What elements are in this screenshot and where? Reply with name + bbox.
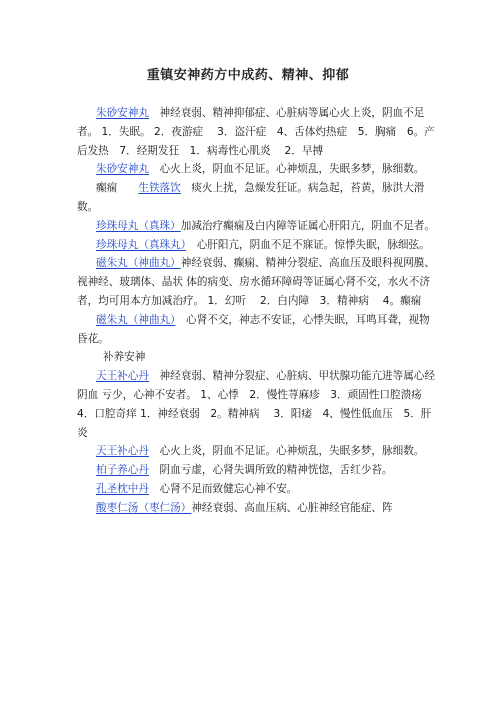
entry-link[interactable]: 天王补心丹: [96, 370, 149, 383]
entry-paragraph: [77, 254, 437, 310]
entry-prefix: 癫痫: [96, 182, 139, 195]
entry-link[interactable]: 磁朱丸（神曲丸）: [96, 313, 176, 326]
entry-paragraph: [77, 442, 437, 461]
entry-text: 阴血亏虚，心肾失调所致的精神恍惚，舌红少苔。: [148, 464, 393, 477]
document-body: [77, 104, 437, 518]
section-heading: 补养安神: [103, 351, 146, 364]
entry-link[interactable]: 朱砂安神丸: [96, 163, 149, 176]
entry-text: 神经衰弱、高血压病、心脏神经官能症、阵: [191, 501, 393, 514]
entry-text: 心火上炎，阴血不足证。心神烦乱，失眠多梦，脉细数。: [148, 163, 425, 176]
entry-text: 心火上炎，阴血不足证。心神烦乱，失眠多梦，脉细数。: [148, 445, 425, 458]
entry-text: 痰火上扰，急燥发狂证。病急起，苔黄，脉洪大滑数。: [77, 182, 425, 213]
entry-paragraph: [77, 160, 437, 179]
entry-text: 神经衰弱、癫痫、精神分裂症、高血压及眼科视网膜、视神经、玻璃体、晶状 体的病变、房水循环障碍等证属心肾不交，水火不济者，均可用本方加减治疗。 1．幻听 2．白内障 3．精神病 4。癫痫: [77, 257, 435, 307]
entry-link[interactable]: 磁朱丸（神曲丸）: [96, 257, 181, 270]
page-title: 重镇安神药方中成药、精神、抑郁: [146, 68, 350, 83]
entry-link[interactable]: 珍珠母丸（真珠丸）: [96, 238, 187, 251]
entry-text: 神经衰弱、精神分裂症、心脏病、甲状腺功能亢进等属心经阴血 亏少，心神不安者。 1、心悸 2．慢性荨麻疹 3．顽固性口腔溃疡 4．口腔奇痒 1．神经衰弱 2。精神病 3．阳痿 4、慢性低血压 5．肝炎: [77, 370, 435, 439]
entry-paragraph: [77, 179, 437, 217]
entry-paragraph: [77, 367, 437, 442]
entry-text: 心肾不足而致健忘心神不安。: [148, 482, 298, 495]
entry-link[interactable]: 酸枣仁汤（枣仁汤）: [96, 501, 192, 514]
entry-text: 神经衰弱、精神抑郁症、心脏病等属心火上炎，阴血不足者。 1．失眠。 2．夜游症 3．盗汗症 4、舌体灼热症 5．胸痛 6。产后发热 7．经期发狂 1．病毒性心肌炎 2．早搏: [77, 107, 435, 157]
entry-link[interactable]: 柏子养心丹: [96, 464, 149, 477]
entry-link[interactable]: 生铁落饮: [138, 182, 181, 195]
entry-text: 加减治疗癫痫及白内障等证属心肝阳亢，阴血不足者。: [180, 219, 435, 232]
entry-paragraph: [77, 104, 437, 160]
entry-paragraph: [77, 461, 437, 480]
entry-link[interactable]: 珍珠母丸（真珠）: [96, 219, 181, 232]
entry-paragraph: [77, 499, 437, 518]
entry-link[interactable]: 孔圣枕中丹: [96, 482, 149, 495]
entry-paragraph: [77, 480, 437, 499]
entry-paragraph: [77, 217, 437, 236]
entry-text: 心肾不交，神志不安证，心悸失眠，耳鸣耳聋，视物昏花。: [77, 313, 430, 345]
entry-paragraph: [77, 236, 437, 255]
entry-paragraph: [77, 311, 437, 349]
entry-text: 心肝阳亢，阴血不足不寐证。惊悸失眠，脉细弦。: [186, 238, 430, 251]
entry-link[interactable]: 天王补心丹: [96, 445, 149, 458]
entry-link[interactable]: 朱砂安神丸: [96, 107, 149, 119]
